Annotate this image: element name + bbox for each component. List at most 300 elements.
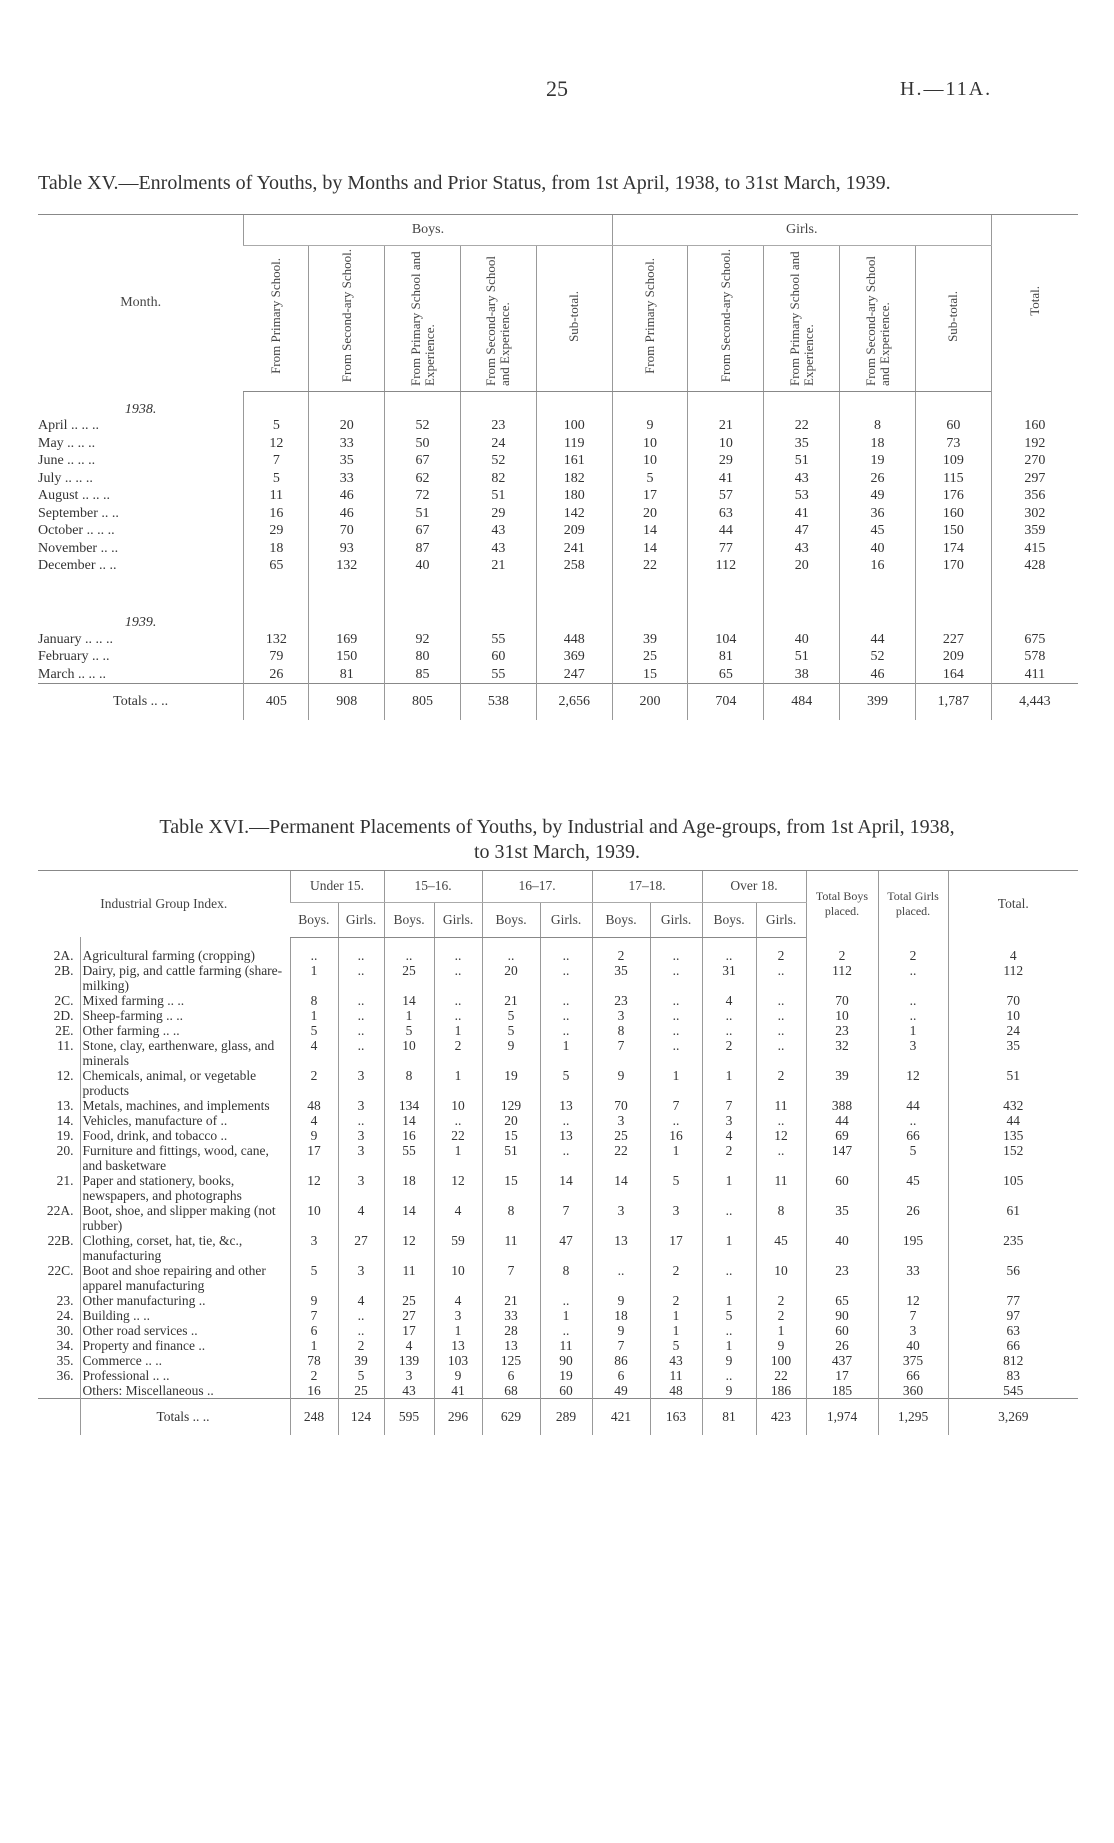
table-cell: 7 bbox=[244, 453, 309, 471]
table-cell: .. bbox=[482, 948, 540, 963]
table-cell: 20 bbox=[309, 418, 385, 436]
total-cell: 399 bbox=[840, 684, 916, 721]
table-cell: 12 bbox=[878, 1293, 948, 1308]
total-boys-header: Total Boys placed. bbox=[806, 871, 878, 938]
table-cell: 55 bbox=[460, 666, 536, 684]
table-cell: 2 bbox=[806, 948, 878, 963]
table-cell: 227 bbox=[915, 631, 991, 649]
group-label: Mixed farming .. .. bbox=[80, 993, 290, 1008]
total-cell: 4,443 bbox=[991, 684, 1078, 721]
table-cell: 28 bbox=[482, 1323, 540, 1338]
empty-cell bbox=[482, 937, 540, 948]
table-cell: 109 bbox=[915, 453, 991, 471]
table-cell: 33 bbox=[309, 470, 385, 488]
table-cell: 87 bbox=[385, 540, 461, 558]
table-cell: 115 bbox=[915, 470, 991, 488]
table-cell: 2 bbox=[756, 1068, 806, 1098]
total-cell: 704 bbox=[688, 684, 764, 721]
empty-cell bbox=[840, 605, 916, 631]
table-cell: 52 bbox=[385, 418, 461, 436]
table-cell: .. bbox=[878, 1113, 948, 1128]
table-cell: 65 bbox=[244, 558, 309, 576]
empty-cell bbox=[915, 575, 991, 605]
empty-cell bbox=[540, 937, 592, 948]
table-cell: 150 bbox=[309, 649, 385, 667]
table-cell: 5 bbox=[482, 1008, 540, 1023]
group-code: 14. bbox=[56, 1112, 74, 1128]
empty-cell bbox=[650, 937, 702, 948]
table-cell: 11 bbox=[384, 1263, 434, 1293]
table-row bbox=[38, 1143, 1078, 1173]
table-cell: .. bbox=[434, 1008, 482, 1023]
table-cell: 25 bbox=[592, 1128, 650, 1143]
table-cell: 1 bbox=[434, 1323, 482, 1338]
empty-cell bbox=[309, 392, 385, 418]
age-group-header: 15–16. bbox=[384, 871, 482, 903]
column-header: Sub-total. bbox=[536, 246, 612, 392]
table-cell: 195 bbox=[878, 1233, 948, 1263]
table-row bbox=[38, 1293, 1078, 1308]
table-cell: 60 bbox=[806, 1173, 878, 1203]
total-header: Total. bbox=[948, 871, 1078, 938]
column-header: From Second-ary School and Experience. bbox=[840, 246, 916, 392]
table-cell: 2 bbox=[878, 948, 948, 963]
table-cell: 8 bbox=[384, 1068, 434, 1098]
table-cell: 105 bbox=[948, 1173, 1078, 1203]
table-cell: 33 bbox=[309, 435, 385, 453]
total-cell: 805 bbox=[385, 684, 461, 721]
table-cell: 5 bbox=[290, 1263, 338, 1293]
totals-label: Totals .. .. bbox=[38, 684, 244, 721]
table-cell: 5 bbox=[384, 1023, 434, 1038]
empty-cell bbox=[756, 937, 806, 948]
table-cell: 21 bbox=[482, 1293, 540, 1308]
total-cell: 908 bbox=[309, 684, 385, 721]
table-cell: 6 bbox=[592, 1368, 650, 1383]
table-row bbox=[38, 963, 1078, 993]
table-cell: .. bbox=[650, 948, 702, 963]
total-cell: 3,269 bbox=[948, 1398, 1078, 1435]
table-cell: 2 bbox=[650, 1293, 702, 1308]
table-cell: 22 bbox=[756, 1368, 806, 1383]
table-cell: 7 bbox=[290, 1308, 338, 1323]
table-cell: 6 bbox=[482, 1368, 540, 1383]
table-cell: 4 bbox=[338, 1293, 384, 1308]
boys-header: Boys. bbox=[702, 902, 756, 937]
table-cell: .. bbox=[650, 1038, 702, 1068]
empty-cell bbox=[688, 605, 764, 631]
table-row bbox=[38, 523, 1078, 541]
table-16 bbox=[38, 870, 1078, 1435]
table-cell: .. bbox=[650, 993, 702, 1008]
table-cell: 69 bbox=[806, 1128, 878, 1143]
table-cell: 185 bbox=[806, 1383, 878, 1399]
empty-cell bbox=[806, 937, 878, 948]
table-cell: 7 bbox=[540, 1203, 592, 1233]
table-cell: 13 bbox=[434, 1338, 482, 1353]
empty-cell bbox=[384, 937, 434, 948]
table-cell: 24 bbox=[948, 1023, 1078, 1038]
table-cell: 22 bbox=[434, 1128, 482, 1143]
table-cell: 12 bbox=[290, 1173, 338, 1203]
table-row bbox=[38, 1338, 1078, 1353]
table-cell: 31 bbox=[702, 963, 756, 993]
table-cell: 360 bbox=[878, 1383, 948, 1399]
table-cell: .. bbox=[338, 948, 384, 963]
girls-header: Girls. bbox=[650, 902, 702, 937]
table-cell: .. bbox=[650, 1008, 702, 1023]
table-15 bbox=[38, 214, 1078, 720]
table-cell: 3 bbox=[338, 1068, 384, 1098]
table-cell: 49 bbox=[840, 488, 916, 506]
group-code: 30. bbox=[56, 1322, 74, 1338]
empty-cell bbox=[612, 605, 688, 631]
month-label: July .. .. .. bbox=[38, 470, 93, 486]
empty-cell bbox=[612, 575, 688, 605]
table-cell: 1 bbox=[540, 1308, 592, 1323]
table-cell: .. bbox=[756, 1113, 806, 1128]
table-cell: 135 bbox=[948, 1128, 1078, 1143]
table-cell: 2 bbox=[756, 1293, 806, 1308]
table-cell: 9 bbox=[592, 1323, 650, 1338]
table-16-title-line-2: to 31st March, 1939. bbox=[473, 841, 641, 863]
table-cell: 359 bbox=[991, 523, 1078, 541]
month-label: May .. .. .. bbox=[38, 435, 96, 451]
total-cell: 538 bbox=[460, 684, 536, 721]
table-cell: 3 bbox=[650, 1203, 702, 1233]
table-cell: 11 bbox=[756, 1098, 806, 1113]
table-cell: 139 bbox=[384, 1353, 434, 1368]
table-cell: 70 bbox=[309, 523, 385, 541]
table-cell: 9 bbox=[756, 1338, 806, 1353]
year-label: 1938. bbox=[124, 401, 157, 417]
table-cell: .. bbox=[338, 1323, 384, 1338]
table-cell: 1 bbox=[702, 1293, 756, 1308]
group-code: 11. bbox=[57, 1037, 74, 1053]
table-row bbox=[38, 470, 1078, 488]
table-cell: 25 bbox=[338, 1383, 384, 1399]
table-cell: 16 bbox=[290, 1383, 338, 1399]
table-cell: 63 bbox=[688, 505, 764, 523]
table-cell: .. bbox=[756, 963, 806, 993]
empty-cell bbox=[688, 575, 764, 605]
table-cell: 432 bbox=[948, 1098, 1078, 1113]
table-cell: 51 bbox=[385, 505, 461, 523]
table-cell: 21 bbox=[688, 418, 764, 436]
table-cell: .. bbox=[650, 963, 702, 993]
table-cell: 14 bbox=[384, 1203, 434, 1233]
month-label: February .. .. bbox=[38, 649, 110, 665]
total-cell: 421 bbox=[592, 1398, 650, 1435]
table-cell: 17 bbox=[384, 1323, 434, 1338]
table-cell: 13 bbox=[482, 1338, 540, 1353]
table-cell: 235 bbox=[948, 1233, 1078, 1263]
table-cell: 2 bbox=[290, 1068, 338, 1098]
table-cell: 22 bbox=[612, 558, 688, 576]
table-cell: 3 bbox=[338, 1128, 384, 1143]
table-cell: 125 bbox=[482, 1353, 540, 1368]
table-cell: 3 bbox=[434, 1308, 482, 1323]
table-cell: .. bbox=[338, 1023, 384, 1038]
table-cell: 160 bbox=[915, 505, 991, 523]
empty-cell bbox=[688, 392, 764, 418]
table-row bbox=[38, 649, 1078, 667]
table-cell: 18 bbox=[840, 435, 916, 453]
table-cell: 44 bbox=[688, 523, 764, 541]
year-label: 1939. bbox=[124, 615, 157, 630]
group-label: Commerce .. .. bbox=[80, 1353, 290, 1368]
table-cell: 104 bbox=[688, 631, 764, 649]
empty-cell bbox=[764, 392, 840, 418]
empty-cell bbox=[460, 575, 536, 605]
table-16-title-line-1: Table XVI.—Permanent Placements of Youths, by Industrial and Age-groups, from 1st April, 1938, bbox=[159, 816, 955, 838]
table-cell: 1 bbox=[434, 1068, 482, 1098]
table-cell: .. bbox=[540, 963, 592, 993]
column-header: From Primary School. bbox=[612, 246, 688, 392]
table-cell: 174 bbox=[915, 540, 991, 558]
table-cell: 29 bbox=[244, 523, 309, 541]
table-cell: .. bbox=[540, 1293, 592, 1308]
table-cell: 44 bbox=[948, 1113, 1078, 1128]
empty-cell bbox=[385, 575, 461, 605]
table-cell: 78 bbox=[290, 1353, 338, 1368]
spacer-row bbox=[38, 937, 1078, 948]
table-row bbox=[38, 1038, 1078, 1068]
table-cell: 1 bbox=[434, 1143, 482, 1173]
table-cell: 182 bbox=[536, 470, 612, 488]
table-cell: 13 bbox=[540, 1128, 592, 1143]
table-cell: 112 bbox=[688, 558, 764, 576]
group-code: 36. bbox=[56, 1367, 74, 1383]
table-cell: 4 bbox=[338, 1203, 384, 1233]
table-cell: 51 bbox=[460, 488, 536, 506]
table-cell: 7 bbox=[878, 1308, 948, 1323]
table-cell: 1 bbox=[434, 1023, 482, 1038]
table-row bbox=[38, 1203, 1078, 1233]
table-cell: 79 bbox=[244, 649, 309, 667]
empty-cell bbox=[244, 575, 309, 605]
table-cell: 3 bbox=[592, 1008, 650, 1023]
group-code: 2B. bbox=[54, 962, 74, 978]
table-cell: 17 bbox=[806, 1368, 878, 1383]
table-cell: 66 bbox=[878, 1128, 948, 1143]
group-label: Stone, clay, earthenware, glass, and minerals bbox=[80, 1038, 290, 1068]
table-cell: 48 bbox=[290, 1098, 338, 1113]
total-cell: 81 bbox=[702, 1398, 756, 1435]
table-row bbox=[38, 558, 1078, 576]
column-header: From Primary School and Experience. bbox=[385, 246, 461, 392]
table-cell: .. bbox=[702, 1368, 756, 1383]
empty-cell bbox=[309, 605, 385, 631]
document-reference: H.—11A. bbox=[900, 78, 993, 100]
group-code: 22A. bbox=[46, 1202, 74, 1218]
table-cell: 132 bbox=[244, 631, 309, 649]
empty-cell bbox=[915, 605, 991, 631]
table-cell: 147 bbox=[806, 1143, 878, 1173]
table-cell: 3 bbox=[592, 1203, 650, 1233]
table-cell: 35 bbox=[592, 963, 650, 993]
table-cell: 23 bbox=[806, 1263, 878, 1293]
table-row bbox=[38, 1128, 1078, 1143]
column-header: From Second-ary School. bbox=[688, 246, 764, 392]
table-cell: 9 bbox=[482, 1038, 540, 1068]
table-cell: 40 bbox=[764, 631, 840, 649]
table-cell: 55 bbox=[460, 631, 536, 649]
table-cell: 10 bbox=[806, 1008, 878, 1023]
table-cell: .. bbox=[878, 1008, 948, 1023]
group-label: Professional .. .. bbox=[80, 1368, 290, 1383]
table-cell: 7 bbox=[592, 1338, 650, 1353]
table-cell: 15 bbox=[482, 1128, 540, 1143]
table-cell: 81 bbox=[309, 666, 385, 684]
table-cell: 12 bbox=[244, 435, 309, 453]
table-cell: 545 bbox=[948, 1383, 1078, 1399]
table-cell: 61 bbox=[948, 1203, 1078, 1233]
group-label: Boot and shoe repairing and other apparel manufacturing bbox=[80, 1263, 290, 1293]
table-cell: .. bbox=[540, 1023, 592, 1038]
table-cell: 39 bbox=[806, 1068, 878, 1098]
table-cell: 3 bbox=[290, 1233, 338, 1263]
table-cell: 90 bbox=[540, 1353, 592, 1368]
column-header: From Primary School and Experience. bbox=[764, 246, 840, 392]
table-cell: 20 bbox=[764, 558, 840, 576]
table-row bbox=[38, 1113, 1078, 1128]
table-cell: 35 bbox=[764, 435, 840, 453]
empty-cell bbox=[536, 605, 612, 631]
table-cell: 43 bbox=[460, 540, 536, 558]
table-cell: .. bbox=[702, 1023, 756, 1038]
group-code: 19. bbox=[56, 1127, 74, 1143]
table-cell: 2 bbox=[702, 1143, 756, 1173]
table-row bbox=[38, 418, 1078, 436]
group-label: Other manufacturing .. bbox=[80, 1293, 290, 1308]
table-cell: 17 bbox=[612, 488, 688, 506]
table-cell: 192 bbox=[991, 435, 1078, 453]
table-cell: 8 bbox=[290, 993, 338, 1008]
table-cell: 73 bbox=[915, 435, 991, 453]
table-cell: .. bbox=[540, 948, 592, 963]
table-cell: 16 bbox=[840, 558, 916, 576]
empty-cell bbox=[38, 937, 80, 948]
empty-cell bbox=[915, 392, 991, 418]
table-cell: 3 bbox=[878, 1038, 948, 1068]
empty-cell bbox=[536, 575, 612, 605]
empty-cell bbox=[764, 575, 840, 605]
boys-header: Boys. bbox=[592, 902, 650, 937]
empty-cell bbox=[80, 937, 290, 948]
group-label: Food, drink, and tobacco .. bbox=[80, 1128, 290, 1143]
table-cell: 270 bbox=[991, 453, 1078, 471]
month-column-header: Month. bbox=[38, 215, 244, 392]
table-cell: .. bbox=[702, 1323, 756, 1338]
table-cell: 1 bbox=[650, 1323, 702, 1338]
table-cell: 62 bbox=[385, 470, 461, 488]
table-cell: 51 bbox=[764, 453, 840, 471]
table-cell: .. bbox=[338, 1038, 384, 1068]
column-header: Sub-total. bbox=[915, 246, 991, 392]
table-row bbox=[38, 1008, 1078, 1023]
total-cell: 405 bbox=[244, 684, 309, 721]
table-cell: 65 bbox=[688, 666, 764, 684]
month-label: August .. .. .. bbox=[38, 488, 110, 504]
table-cell: 164 bbox=[915, 666, 991, 684]
table-cell: 3 bbox=[338, 1143, 384, 1173]
spacer-row bbox=[38, 575, 1078, 605]
table-cell: 41 bbox=[764, 505, 840, 523]
table-cell: 2 bbox=[290, 1368, 338, 1383]
empty-cell bbox=[309, 575, 385, 605]
table-cell: 86 bbox=[592, 1353, 650, 1368]
table-cell: 55 bbox=[384, 1143, 434, 1173]
table-cell: 1 bbox=[650, 1143, 702, 1173]
table-cell: 9 bbox=[612, 418, 688, 436]
table-cell: 40 bbox=[840, 540, 916, 558]
table-cell: 8 bbox=[592, 1023, 650, 1038]
table-cell: 20 bbox=[482, 1113, 540, 1128]
month-label: June .. .. .. bbox=[38, 453, 96, 469]
table-cell: .. bbox=[540, 1008, 592, 1023]
table-cell: 35 bbox=[948, 1038, 1078, 1068]
table-cell: 9 bbox=[702, 1383, 756, 1399]
table-cell: 4 bbox=[948, 948, 1078, 963]
table-cell: 15 bbox=[482, 1173, 540, 1203]
table-cell: 10 bbox=[612, 453, 688, 471]
empty-cell bbox=[840, 575, 916, 605]
group-code: 2C. bbox=[54, 992, 74, 1008]
page-number: 25 bbox=[546, 76, 568, 101]
table-cell: 25 bbox=[384, 1293, 434, 1308]
totals-row bbox=[38, 1398, 1078, 1435]
table-cell: 67 bbox=[385, 453, 461, 471]
table-cell: 29 bbox=[460, 505, 536, 523]
total-cell: 423 bbox=[756, 1398, 806, 1435]
table-cell: 43 bbox=[384, 1383, 434, 1399]
girls-header: Girls. bbox=[338, 902, 384, 937]
month-label: November .. .. bbox=[38, 540, 119, 556]
girls-header: Girls. bbox=[540, 902, 592, 937]
group-label: Furniture and fittings, wood, cane, and basketware bbox=[80, 1143, 290, 1173]
table-cell: 51 bbox=[764, 649, 840, 667]
table-cell: 10 bbox=[756, 1263, 806, 1293]
table-cell: 2 bbox=[702, 1038, 756, 1068]
table-cell: 19 bbox=[482, 1068, 540, 1098]
age-group-header: Under 15. bbox=[290, 871, 384, 903]
table-cell: 2 bbox=[756, 1308, 806, 1323]
table-cell: 26 bbox=[878, 1203, 948, 1233]
boys-header: Boys. bbox=[482, 902, 540, 937]
table-cell: 5 bbox=[244, 418, 309, 436]
table-cell: 14 bbox=[612, 540, 688, 558]
table-cell: 83 bbox=[948, 1368, 1078, 1383]
table-cell: 49 bbox=[592, 1383, 650, 1399]
table-cell: 21 bbox=[482, 993, 540, 1008]
table-cell: 47 bbox=[764, 523, 840, 541]
table-cell: .. bbox=[702, 1263, 756, 1293]
table-cell: 375 bbox=[878, 1353, 948, 1368]
table-cell: 152 bbox=[948, 1143, 1078, 1173]
table-cell: .. bbox=[338, 993, 384, 1008]
table-cell: 3 bbox=[702, 1113, 756, 1128]
table-row bbox=[38, 1368, 1078, 1383]
total-cell: 296 bbox=[434, 1398, 482, 1435]
table-cell: 26 bbox=[840, 470, 916, 488]
table-cell: .. bbox=[434, 1113, 482, 1128]
group-code: 2E. bbox=[55, 1022, 74, 1038]
table-cell: 9 bbox=[290, 1128, 338, 1143]
group-code bbox=[38, 1383, 80, 1399]
table-cell: 66 bbox=[878, 1368, 948, 1383]
empty-cell bbox=[385, 605, 461, 631]
